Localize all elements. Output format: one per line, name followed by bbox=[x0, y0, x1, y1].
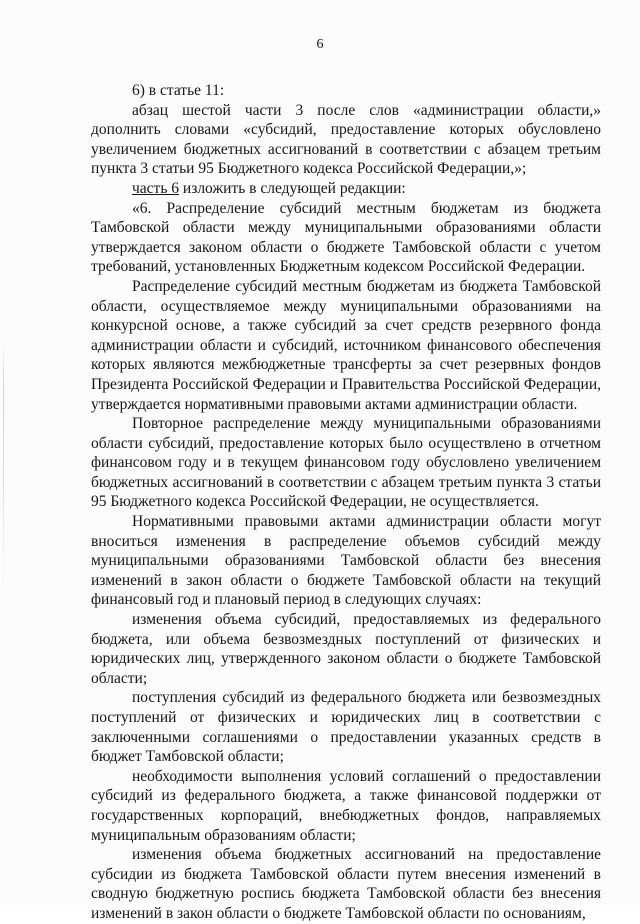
paragraph-redistribution: Повторное распределение между муниципальными образованиями области субсидий, предоставление которых было осуществлено в отчетном финансовом году и в текущем финансовом году обусловлено увеличением бюджетных ассигнований в соответствии с абзацем третьим пункта 3 статьи 95 Бюджетного кодекса Российской Федерации, не осуществляется. bbox=[91, 415, 601, 511]
paragraph-part-6-intro bbox=[91, 179, 601, 199]
part-6-rest: изложить в следующей редакции: bbox=[179, 179, 406, 197]
scan-edge-mark bbox=[3, 340, 4, 600]
paragraph-amend-part-3: абзац шестой части 3 после слов «администрации области,» дополнить словами «субсидий, предоставление которых обусловлено увеличением бюджетных ассигнований в соответствии с абзацем третьим пункта 3 статьи 95 Бюджетного кодекса Российской Федерации,»; bbox=[91, 101, 601, 178]
paragraph-part-6-text: «6. Распределение субсидий местным бюджетам из бюджета Тамбовской области между муниципальными образованиями области утверждается законом области о бюджете Тамбовской области с учетом требований, установленных Бюджетным кодексом Российской Федерации. bbox=[91, 199, 601, 276]
part-6-underlined: часть 6 bbox=[132, 179, 180, 197]
paragraph-case-2: поступления субсидий из федерального бюджета или безвозмездных поступлений от физических и юридических лиц в соответствии с заключенными соглашениями о предоставлении указанных средств в бюджет Тамбовской области; bbox=[91, 689, 601, 766]
paragraph-distribution: Распределение субсидий местным бюджетам из бюджета Тамбовской области, осуществляемое между муниципальными образованиями на конкурсной основе, а также субсидий за счет средств резервного фонда администрации области и субсидий, источником финансового обеспечения которых являются межбюджетные трансферты за счет резервных фондов Президента Российской Федерации и Правительства Российской Федерации, утверждается нормативными правовыми актами администрации области. bbox=[91, 277, 601, 413]
paragraph-case-1: изменения объема субсидий, предоставляемых из федерального бюджета, или объема безвозмездных поступлений от физических и юридических лиц, утвержденного законом области о бюджете Тамбовской области; bbox=[91, 611, 601, 687]
paragraph-article-11: 6) в статье 11: bbox=[132, 82, 225, 99]
paragraph-case-3: необходимости выполнения условий соглашений о предоставлении субсидий из федерального бюджета, а также финансовой поддержки от государственных корпораций, внебюджетных фондов, направляемых муниципальным образованиям области; bbox=[91, 767, 601, 844]
paragraph-case-4: изменения объема бюджетных ассигнований на предоставление субсидии из бюджета Тамбовской области путем внесения изменений в сводную бюджетную роспись бюджета Тамбовской области без внесения изменений в закон области о бюджете Тамбовской области по основаниям, bbox=[91, 846, 601, 922]
paragraph-normative-acts: Нормативными правовыми актами администрации области могут вноситься изменения в распределение объемов субсидий между муниципальными образованиями Тамбовской области без внесения изменений в закон области о бюджете Тамбовской области на текущий финансовый год и плановый период в следующих случаях: bbox=[91, 513, 601, 609]
document-body bbox=[91, 81, 601, 924]
page-number: 6 bbox=[316, 37, 324, 52]
